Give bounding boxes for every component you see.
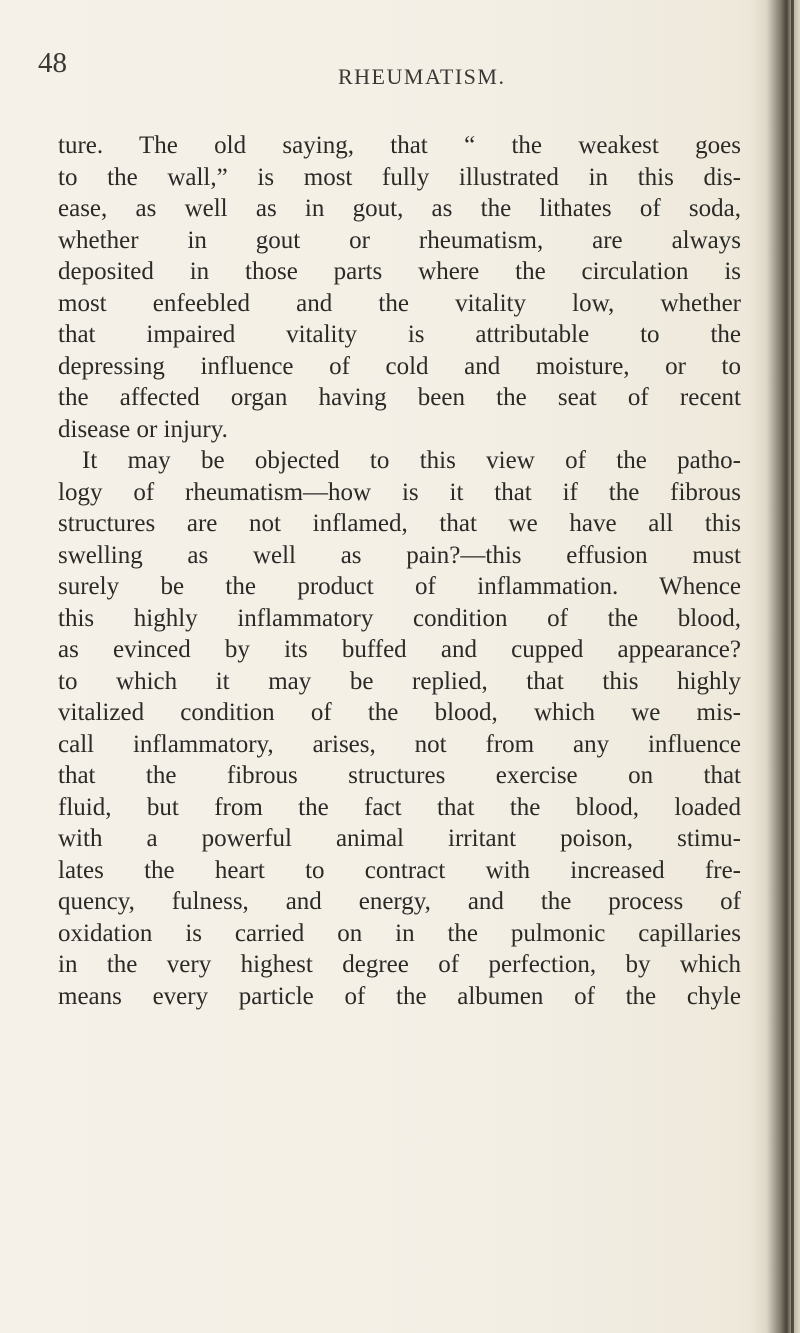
text-line: It may be objected to this view of the patho- — [82, 447, 741, 474]
text-line: logy of rheumatism—how is it that if the fibrous — [58, 478, 741, 506]
text-line: call inflammatory, arises, not from any influence — [58, 730, 741, 758]
text-line: the affected organ having been the seat of recent — [58, 384, 741, 411]
text-line: that impaired vitality is attributable to the — [58, 321, 741, 348]
page-edge — [791, 0, 794, 1333]
text-line: swelling as well as pain?—this effusion must — [58, 541, 741, 569]
text-line: this highly inflammatory condition of the blood, — [58, 604, 741, 632]
body-text — [58, 130, 741, 1012]
page-number: 48 — [38, 47, 67, 79]
text-line: means every particle of the albumen of the chyle — [58, 982, 741, 1010]
text-line: ease, as well as in gout, as the lithates of soda, — [58, 195, 741, 222]
text-line: fluid, but from the fact that the blood, loaded — [58, 793, 741, 821]
text-line: with a powerful animal irritant poison, stimu- — [58, 825, 741, 852]
text-line: as evinced by its buffed and cupped appearance? — [58, 636, 741, 663]
text-line: oxidation is carried on in the pulmonic capillaries — [58, 919, 741, 947]
text-line: deposited in those parts where the circulation is — [58, 258, 741, 285]
text-line: structures are not inflamed, that we have all this — [58, 510, 741, 537]
text-line: whether in gout or rheumatism, are always — [58, 226, 741, 254]
text-line: ture. The old saying, that “ the weakest goes — [58, 132, 741, 159]
text-line: that the fibrous structures exercise on that — [58, 762, 741, 789]
running-head: RHEUMATISM. — [338, 64, 506, 89]
text-line: lates the heart to contract with increased fre- — [58, 856, 741, 884]
text-line: to which it may be replied, that this highly — [58, 667, 741, 695]
text-line: depressing influence of cold and moisture, or to — [58, 352, 741, 380]
text-line: to the wall,” is most fully illustrated in this dis- — [58, 163, 741, 191]
text-line: vitalized condition of the blood, which we mis- — [58, 699, 741, 726]
text-line: most enfeebled and the vitality low, whether — [58, 289, 741, 317]
text-line: surely be the product of inflammation. Whence — [58, 573, 741, 600]
text-line: quency, fulness, and energy, and the process of — [58, 888, 741, 915]
text-line: in the very highest degree of perfection, by which — [58, 951, 741, 978]
text-line: disease or injury. — [58, 415, 228, 443]
